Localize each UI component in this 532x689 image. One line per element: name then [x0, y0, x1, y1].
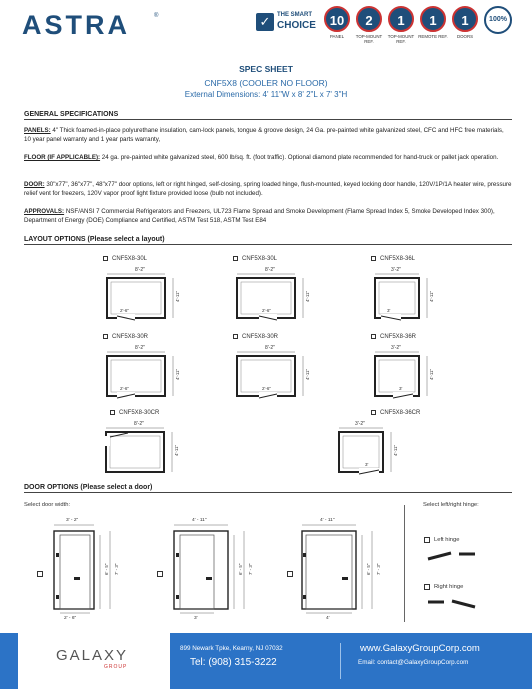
layout-option[interactable] [371, 334, 481, 404]
layout-option-label[interactable]: CNF5X8-30L [233, 256, 277, 262]
layout-option[interactable] [110, 410, 220, 480]
galaxy-brand: GALAXY [56, 647, 129, 664]
door-bottom-dimension: 3' [194, 616, 198, 621]
general-specs-heading: GENERAL SPECIFICATIONS [24, 111, 119, 118]
door-inner-dimension: 6' - 5" [104, 563, 109, 575]
footer-logo-panel [18, 633, 170, 689]
door-dimension: 2'-6" [262, 308, 271, 313]
door-dimension: 3' [387, 308, 391, 313]
checkmark-icon: ✓ [256, 13, 274, 31]
checkbox[interactable] [103, 334, 108, 339]
door-height-dimension: 7' - 3" [248, 563, 253, 575]
depth-dimension: 4'-11" [305, 368, 310, 380]
door-height-dimension: 7' - 3" [376, 563, 381, 575]
divider [24, 492, 512, 493]
floor-plan-diagram [335, 418, 445, 480]
right-hinge-label: Right hinge [434, 584, 464, 590]
footer-address: 899 Newark Tpke, Kearny, NJ 07032 [180, 645, 283, 652]
left-hinge-diagram [425, 548, 481, 564]
panels-label: PANELS: [24, 127, 51, 134]
checkbox[interactable] [371, 334, 376, 339]
footer-website-link[interactable]: www.GalaxyGroupCorp.com [360, 643, 480, 654]
divider [24, 119, 512, 120]
door-elevation-diagram [298, 513, 398, 621]
warranty-badge [354, 6, 384, 44]
footer-divider [340, 643, 341, 679]
smart-choice-logo [256, 10, 318, 38]
model-name: CNF5X8 (COOLER NO FLOOR) [204, 78, 328, 88]
width-dimension: 8'-2" [265, 267, 275, 273]
layout-option[interactable] [233, 334, 343, 404]
floor-plan-diagram [103, 264, 213, 326]
panels-text: 4" Thick foamed-in-place polyurethane insulation, cam-lock panels, tongue & groove design, 24 Ga. pre-painted white galvanized steel, CFC and HFC free materials, 10 year panel warranty and 1 year parts warranty, [24, 127, 504, 143]
header [0, 0, 532, 56]
layout-option-label[interactable]: CNF5X8-30L [103, 256, 147, 262]
checkbox[interactable] [110, 410, 115, 415]
layout-options-heading: LAYOUT OPTIONS (Please select a layout) [24, 236, 165, 243]
depth-dimension: 4'-11" [429, 368, 434, 380]
depth-dimension: 4'-11" [175, 290, 180, 302]
floor-plan-diagram [233, 342, 343, 404]
layout-option-label[interactable]: CNF5X8-30R [233, 334, 278, 340]
door-dimension: 2'-6" [120, 386, 129, 391]
layout-option-label[interactable]: CNF5X8-36CR [371, 410, 420, 416]
astra-logo: ASTRA [22, 10, 130, 40]
width-dimension: 3'-2" [391, 267, 401, 273]
floor-plan-diagram [371, 342, 481, 404]
checkbox[interactable] [233, 256, 238, 261]
door-width-checkbox[interactable] [157, 571, 163, 577]
divider [24, 244, 512, 245]
layout-option[interactable] [233, 256, 343, 326]
door-dimension: 3' [365, 462, 369, 467]
door-dimension: 3' [399, 386, 403, 391]
door-height-dimension: 7' - 3" [114, 563, 119, 575]
warranty-badges [322, 6, 522, 54]
width-dimension: 3'-2" [391, 345, 401, 351]
door-top-dimension: 4' - 11" [192, 518, 207, 523]
checkbox[interactable] [233, 334, 238, 339]
panels-spec [24, 126, 512, 144]
layout-option-label[interactable]: CNF5X8-30CR [110, 410, 159, 416]
door-width-checkbox[interactable] [37, 571, 43, 577]
title-block [0, 64, 532, 99]
door-width-checkbox[interactable] [287, 571, 293, 577]
badge-seal-icon: 1 [452, 6, 478, 32]
door-top-dimension: 3' - 2" [66, 518, 79, 523]
badge-label: TOP-MOUNT REF. [387, 34, 415, 44]
galaxy-group-logo [56, 647, 129, 670]
door-elevation-diagram [50, 513, 140, 621]
floor-spec [24, 153, 512, 162]
door-inner-dimension: 6' - 5" [366, 563, 371, 575]
layout-option-label[interactable]: CNF5X8-36L [371, 256, 415, 262]
badge-seal-icon: 2 [356, 6, 382, 32]
divider [404, 505, 405, 622]
checkbox[interactable] [103, 256, 108, 261]
door-top-dimension: 4' - 11" [320, 518, 335, 523]
door-options-heading: DOOR OPTIONS (Please select a door) [24, 484, 153, 491]
door-text: 30"x77", 36"x77", 48"x77" door options, left or right hinged, self-closing, spring loaded hinge, flush-mounted, keyed locking door handle, 120V/1P/1A heater wire, pressure relief vent for freezers, 120V vapor proof light fixture provided loose (bulb not included). [24, 181, 512, 197]
width-dimension: 8'-2" [265, 345, 275, 351]
left-hinge-label: Left hinge [434, 537, 460, 543]
galaxy-group-label: GROUP [104, 664, 128, 670]
smart-choice-line2: CHOICE [277, 20, 316, 31]
badge-seal-icon: 1 [388, 6, 414, 32]
door-label: DOOR: [24, 181, 45, 188]
select-hinge-label: Select left/right hinge: [423, 502, 479, 508]
layout-option[interactable] [103, 256, 213, 326]
depth-dimension: 4'-11" [393, 444, 398, 456]
door-dimension: 2'-6" [262, 386, 271, 391]
layout-option-label[interactable]: CNF5X8-30R [103, 334, 148, 340]
footer-phone[interactable]: Tel: (908) 315-3222 [190, 657, 277, 668]
warranty-badge [450, 6, 480, 39]
door-elevation-diagram [170, 513, 260, 621]
door-inner-dimension: 6' - 5" [238, 563, 243, 575]
guarantee-seal-icon: 100% [484, 6, 512, 34]
layout-option-label[interactable]: CNF5X8-36R [371, 334, 416, 340]
floor-plan-diagram [233, 264, 343, 326]
layout-option[interactable] [371, 256, 481, 326]
right-hinge-diagram [425, 596, 481, 612]
warranty-badge [386, 6, 416, 44]
approvals-label: APPROVALS: [24, 208, 65, 215]
width-dimension: 8'-2" [135, 345, 145, 351]
depth-dimension: 4'-11" [175, 368, 180, 380]
floor-plan-diagram [371, 264, 481, 326]
badge-seal-icon: 1 [420, 6, 446, 32]
depth-dimension: 4'-11" [174, 444, 179, 456]
badge-label: TOP-MOUNT REF. [355, 34, 383, 44]
footer-email-link[interactable]: Email: contact@GalaxyGroupCorp.com [358, 659, 469, 666]
badge-label: PANEL [329, 34, 345, 39]
registered-mark: ® [154, 13, 159, 19]
warranty-badge [322, 6, 352, 39]
badge-label: REMOTE REF. [418, 34, 448, 39]
floor-text: 24 ga. pre-painted white galvanized steel, 600 lb/sq. ft. (foot traffic). Optional diamond plate recommended for hand-truck or pallet jack operation. [100, 154, 499, 161]
width-dimension: 3'-2" [355, 421, 365, 427]
badge-seal-icon: 10 [324, 6, 350, 32]
door-dimension: 2'-6" [120, 308, 129, 313]
floor-plan-diagram [103, 342, 213, 404]
checkbox[interactable] [371, 410, 376, 415]
approvals-spec [24, 207, 512, 225]
layout-option[interactable] [103, 334, 213, 404]
depth-dimension: 4'-11" [305, 290, 310, 302]
width-dimension: 8'-2" [135, 267, 145, 273]
depth-dimension: 4'-11" [429, 290, 434, 302]
door-bottom-dimension: 4' [326, 616, 330, 621]
right-hinge-checkbox[interactable] [424, 584, 430, 590]
checkbox[interactable] [371, 256, 376, 261]
width-dimension: 8'-2" [134, 421, 144, 427]
layout-option[interactable] [355, 410, 481, 480]
smart-choice-line1: THE SMART [277, 12, 312, 18]
door-bottom-dimension: 2' - 6" [64, 616, 77, 621]
external-dimensions: External Dimensions: 4' 11"W x 8' 2"L x 7' 3"H [184, 90, 348, 99]
floor-plan-diagram [102, 418, 212, 480]
approvals-text: NSF/ANSI 7 Commercial Refrigerators and Freezers, UL723 Flame Spread and Smoke Development (Flame Spread Index 5, Smoke Developed Index 300), Department of Energy (DOE) Compliance and Certified, ASTM Test 518, ASTM Test E84 [24, 208, 495, 224]
warranty-badge [418, 6, 448, 39]
floor-label: FLOOR (IF APPLICABLE): [24, 154, 101, 161]
badge-label: DOORS [456, 34, 474, 39]
select-door-width-label: Select door width: [24, 502, 71, 508]
footer [0, 633, 532, 689]
spec-sheet-title: SPEC SHEET [239, 64, 293, 74]
left-hinge-checkbox[interactable] [424, 537, 430, 543]
door-spec [24, 180, 512, 198]
